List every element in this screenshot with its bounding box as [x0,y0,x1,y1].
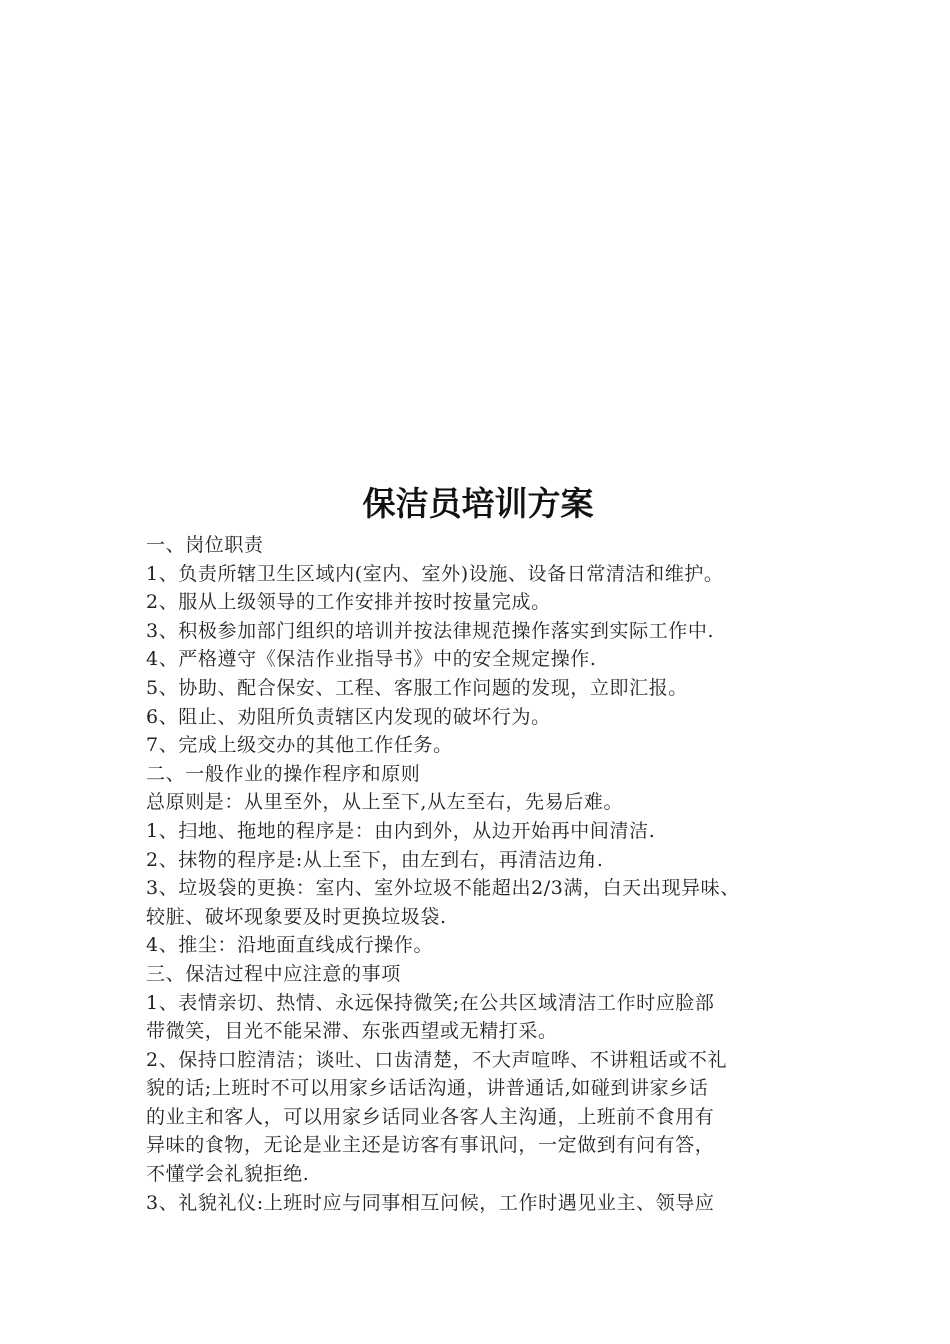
document-body [146,531,826,1217]
text-line: 不懂学会礼貌拒绝. [146,1163,310,1186]
text-line: 1、表情亲切、热情、永远保持微笑;在公共区域清洁工作时应脸部 [146,991,715,1014]
text-line: 1、负责所辖卫生区域内(室内、室外)设施、设备日常清洁和维护。 [146,562,724,585]
text-line: 2、保持口腔清洁；谈吐、口齿清楚，不大声喧哗、不讲粗话或不礼 [146,1048,728,1071]
text-line: 带微笑，目光不能呆滞、东张西望或无精打采。 [146,1020,558,1043]
text-line: 异味的食物，无论是业主还是访客有事讯问，一定做到有问有答， [146,1134,715,1157]
section-heading: 三、保洁过程中应注意的事项 [146,962,401,985]
section-heading: 二、一般作业的操作程序和原则 [146,762,421,785]
text-line: 5、协助、配合保安、工程、客服工作问题的发现，立即汇报。 [146,676,688,699]
text-line: 3、垃圾袋的更换：室内、室外垃圾不能超出2/3满，白天出现异味、 [146,877,740,900]
section-heading: 一、岗位职责 [146,534,264,556]
text-line: 2、服从上级领导的工作安排并按时按量完成。 [146,591,551,614]
text-line: 3、积极参加部门组织的培训并按法律规范操作落实到实际工作中. [146,619,715,642]
text-line: 3、礼貌礼仪:上班时应与同事相互问候，工作时遇见业主、领导应 [146,1191,715,1214]
text-line: 总原则是：从里至外，从上至下,从左至右，先易后难。 [146,791,624,814]
text-line: 4、推尘：沿地面直线成行操作。 [146,934,434,957]
text-line: 2、抹物的程序是:从上至下，由左到右，再清洁边角. [146,848,604,871]
text-line: 较脏、破坏现象要及时更换垃圾袋. [146,905,447,928]
text-line: 1、扫地、拖地的程序是：由内到外，从边开始再中间清洁. [146,819,656,842]
text-line: 7、完成上级交办的其他工作任务。 [146,734,453,757]
text-line: 6、阻止、劝阻所负责辖区内发现的破坏行为。 [146,705,551,728]
text-line: 的业主和客人，可以用家乡话同业各客人主沟通，上班前不食用有 [146,1105,715,1128]
text-line: 4、严格遵守《保洁作业指导书》中的安全规定操作. [146,648,597,671]
text-line: 貌的话;上班时不可以用家乡话话沟通，讲普通话,如碰到讲家乡话 [146,1077,709,1100]
document-title: 保洁员培训方案 [362,484,594,523]
